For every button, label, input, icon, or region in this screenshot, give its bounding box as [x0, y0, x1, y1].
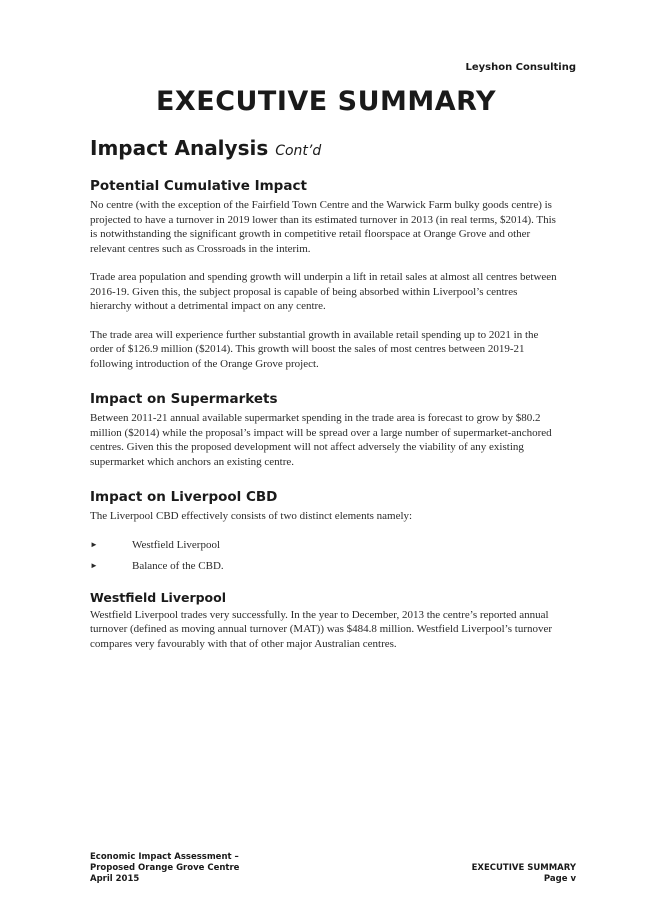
- company-name: Leyshon Consulting: [465, 62, 576, 73]
- cbd-bullet-list: [90, 538, 560, 574]
- section-title-text: Impact Analysis: [90, 136, 269, 160]
- list-item-text: Westfield Liverpool: [132, 538, 221, 551]
- westfield-paragraph: Westfield Liverpool trades very successfully. In the year to December, 2013 the centre’s reported annual turnover (defined as moving annual turnover (MAT)) was $484.8 million. Westfield Liverpool’s turnover compares very favourably with that of other major Australian centres.: [90, 608, 553, 650]
- main-content: [90, 178, 560, 665]
- list-item-text: Balance of the CBD.: [132, 560, 224, 572]
- list-item: [90, 538, 560, 553]
- westfield-heading: Westfield Liverpool: [90, 589, 227, 605]
- page-title: EXECUTIVE SUMMARY: [155, 86, 496, 117]
- cbd-intro: The Liverpool CBD effectively consists of two distinct elements namely:: [90, 510, 413, 522]
- cbd-heading: Impact on Liverpool CBD: [90, 489, 278, 505]
- cumulative-paragraph-3: The trade area will experience further substantial growth in available retail spending up to 2021 in the order of $126.9 million ($2014). This growth will boost the sales of most centres between 2019-21 following introduction of the Orange Grove project.: [90, 328, 539, 370]
- footer-left-line: Proposed Orange Grove Centre: [90, 863, 240, 873]
- cumulative-paragraph-1: No centre (with the exception of the Fairfield Town Centre and the Warwick Farm bulky goods centre) is projected to have a turnover in 2019 lower than its estimated turnover in 2013 (in real terms, $2014). This is notwithstanding the significant growth in competitive retail floorspace at Orange Grove and other relevant centres such as Crossroads in the interim.: [90, 199, 556, 255]
- section-title: [90, 136, 321, 160]
- footer-left: [90, 852, 239, 885]
- bullet-icon: ►: [90, 539, 98, 549]
- cumulative-heading: Potential Cumulative Impact: [90, 178, 307, 194]
- list-item: [90, 559, 560, 574]
- cumulative-paragraph-2: Trade area population and spending growth will underpin a lift in retail sales at almost all centres between 2016-19. Given this, the subject proposal is capable of being absorbed within Liverpool’s centres hierarchy without a detrimental impact on any centre.: [90, 271, 557, 312]
- section-contd: Cont’d: [275, 143, 322, 159]
- supermarkets-heading: Impact on Supermarkets: [90, 391, 278, 407]
- bullet-icon: ►: [90, 561, 98, 570]
- footer-right: [472, 863, 576, 885]
- footer-left-line: Economic Impact Assessment –: [90, 852, 239, 862]
- supermarkets-paragraph: Between 2011-21 annual available supermarket spending in the trade area is forecast to grow by $80.2 million ($2014) while the proposal’s impact will be spread over a large number of supermarket-anchored centres. Given this the proposed development will not affect adversely the viability of any existing supermarket which anchors an existing centre.: [90, 412, 552, 468]
- footer-section-label: EXECUTIVE SUMMARY: [471, 863, 576, 873]
- page-number: Page v: [543, 874, 576, 884]
- footer-left-line: April 2015: [90, 874, 140, 884]
